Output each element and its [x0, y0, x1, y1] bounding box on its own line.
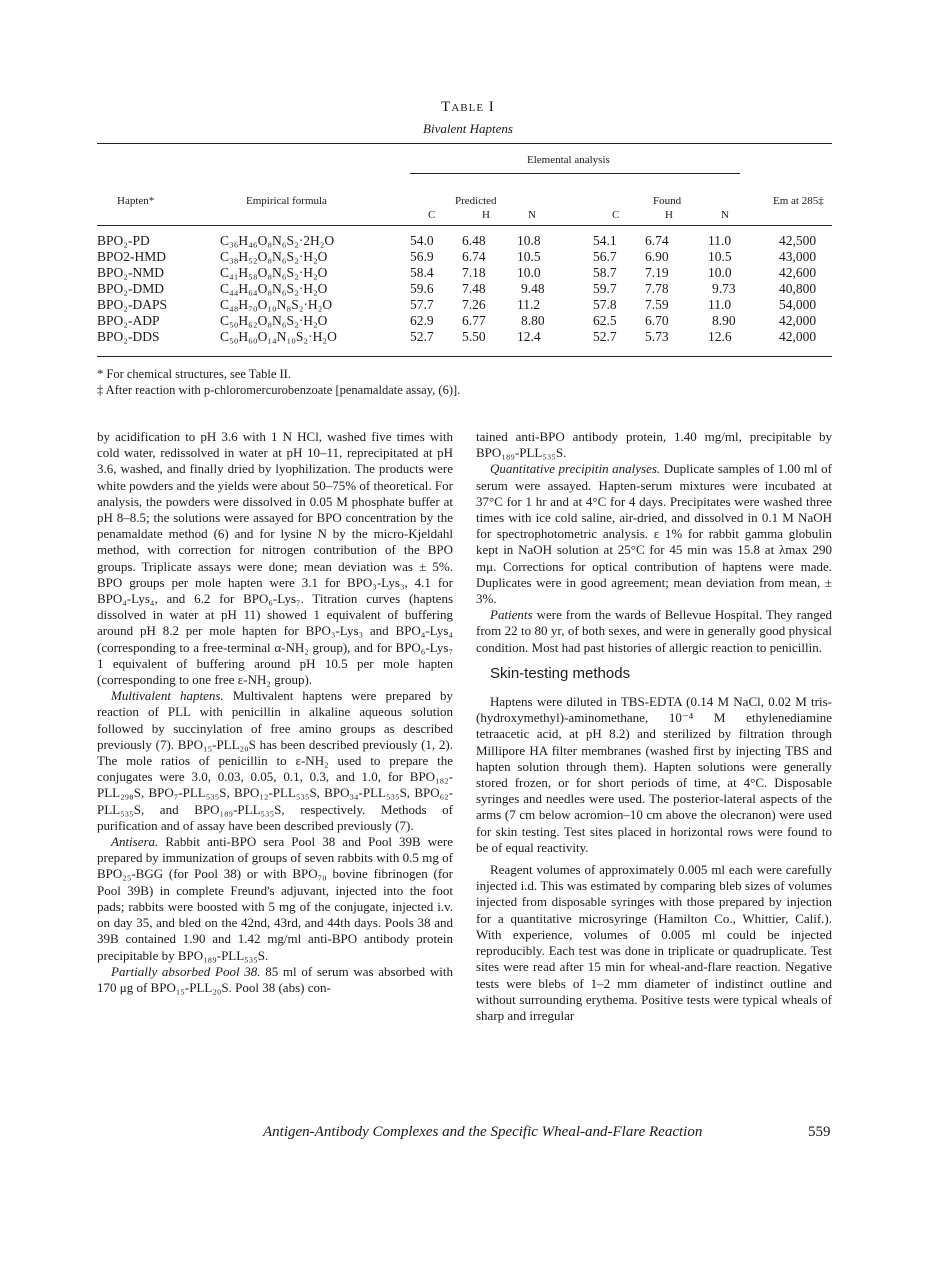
- cell-hapten: BPO₂-DAPS: [97, 297, 167, 312]
- header-em-285: Em at 285‡: [773, 195, 824, 207]
- cell-pred-n: 10.8: [517, 233, 541, 248]
- paragraph: Haptens were diluted in TBS-EDTA (0.14 M NaCl, 0.02 M tris-(hydroxymethyl)-aminomethane, 10⁻⁴ M ethylenediamine tetraacetic acid, at pH 8.2) and sterilized by filtration through Millipore HA filter membranes (washed first by injecting TBS and hapten solution through them). Hapten solutions were generally stored frozen, or for short periods of time, at 4°C. Disposable syringes and needles were used. The posterior-lateral aspects of the arms (7 cm below acromion–10 cm above the olecranon) were used for skin testing. Test sites placed in horizontal rows were found to be of equal reactivity.: [476, 694, 832, 855]
- cell-found-c: 59.7: [593, 281, 617, 296]
- cell-pred-c: 54.0: [410, 233, 434, 248]
- cell-em: 42,600: [779, 265, 817, 280]
- run-in-heading: Multivalent haptens.: [111, 688, 224, 704]
- cell-found-h: 5.73: [645, 329, 669, 344]
- header-found-n: N: [721, 209, 729, 221]
- cell-pred-c: 56.9: [410, 249, 434, 264]
- section-heading: Skin-testing methods: [490, 664, 631, 682]
- header-predicted: Predicted: [455, 195, 497, 207]
- cell-pred-h: 6.48: [462, 233, 486, 248]
- table-footnote: ‡ After reaction with p-chloromercurobenzoate [penamaldate assay, (6)].: [97, 383, 461, 397]
- cell-pred-n: 11.2: [517, 297, 541, 312]
- run-in-heading: Partially absorbed Pool 38.: [111, 963, 261, 979]
- paragraph: by acidification to pH 3.6 with 1 N HCl, washed five times with cold water, redissolved in water at pH 10–11, reprecipitated at pH 3.6, washed, and finally dried by lyophilization. The products were white powders and the yields were about 50–75% of theoretical. For analysis, the powders were dissolved in 0.05 M phosphate buffer at pH 8–8.5; the solutions were assayed for BPO concentration by the penamaldate method (6) and for lysine N by the micro-Kjeldahl method, with correction for nitrogen contribution of the BPO groups. Triplicate assays were done; mean deviation was ± 5%. BPO groups per mole hapten were 3.1 for BPO₃-Lys₃, 4.1 for BPO₄-Lys₄, and 6.2 for BPO₆-Lys₇. Titration curves (haptens dissolved in water at pH 11) showed 1 equivalent of buffering around pH 8.2 per mole hapten for BPO₃-Lys₃ and BPO₄-Lys₄ (corresponding to a free-terminal α-NH₂ group), and for BPO₆-Lys₇ 1 equivalent of buffering around pH 10.5 per mole hapten (corresponding to one free ε-NH₂ group).: [97, 429, 453, 688]
- cell-hapten: BPO₂-PD: [97, 233, 150, 248]
- paragraph: [476, 607, 832, 656]
- cell-found-c: 52.7: [593, 329, 617, 344]
- cell-found-h: 6.70: [645, 313, 669, 328]
- paragraph: [97, 688, 453, 834]
- run-in-heading: Antisera.: [111, 834, 159, 850]
- header-found-c: C: [612, 209, 620, 221]
- cell-em: 54,000: [779, 297, 817, 312]
- cell-found-c: 62.5: [593, 313, 617, 328]
- cell-found-n: 11.0: [708, 297, 732, 312]
- cell-found-h: 7.19: [645, 265, 669, 280]
- header-found: Found: [653, 195, 682, 207]
- cell-pred-c: 52.7: [410, 329, 434, 344]
- cell-found-h: 7.78: [645, 281, 669, 296]
- paragraph-text: were from the wards of Bellevue Hospital. They ranged from 22 to 80 yr, of both sexes, and were in generally good physical condition. Most had past histories of allergic reaction to penicillin.: [476, 607, 832, 655]
- cell-formula: C₅₀H₆₂O₈N₆S₂·H₂O: [220, 313, 328, 328]
- cell-formula: C₃₈H₅₂O₈N₆S₂·H₂O: [220, 249, 328, 264]
- cell-em: 42,000: [779, 313, 817, 328]
- table-footnote: * For chemical structures, see Table II.: [97, 367, 291, 381]
- cell-found-c: 58.7: [593, 265, 617, 280]
- cell-found-n: 10.5: [708, 249, 732, 264]
- cell-hapten: BPO₂-DMD: [97, 281, 164, 296]
- table-header-rule: [97, 225, 832, 226]
- cell-pred-h: 7.48: [462, 281, 486, 296]
- header-elemental-analysis: Elemental analysis: [527, 154, 610, 166]
- paragraph: tained anti-BPO antibody protein, 1.40 mg/ml, precipitable by BPO₁₈₉-PLL₅₃₅S.: [476, 429, 832, 461]
- cell-pred-n: 10.0: [517, 265, 541, 280]
- paragraph-text: Multivalent haptens were prepared by reaction of PLL with penicillin in alkaline aqueous solution followed by succinylation of free amino groups as described previously (7). BPO₁₅-PLL₂₀S has been described previously (1, 2). The mole ratios of penicillin to ε-NH₂ used to prepare the conjugates were 3.0, 0.03, 0.05, 0.1, 0.3, and 1.0, for BPO₁₈₂-PLL₂₉₈S, BPO₇-PLL₅₃₅S, BPO₁₂-PLL₅₃₅S, BPO₃₄-PLL₅₃₅S, BPO₆₂-PLL₅₃₅S, and BPO₁₈₉-PLL₅₃₅S, respectively. Methods of purification and of assay have been described previously (7).: [97, 688, 453, 833]
- cell-formula: C₄₁H₅₈O₈N₆S₂·H₂O: [220, 265, 328, 280]
- paragraph: [97, 834, 453, 964]
- cell-formula: C₅₀H₆₀O₁₄N₁₀S₂·H₂O: [220, 329, 337, 344]
- right-column: [476, 429, 832, 1024]
- cell-pred-c: 58.4: [410, 265, 434, 280]
- cell-pred-c: 57.7: [410, 297, 434, 312]
- cell-em: 43,000: [779, 249, 817, 264]
- cell-pred-n: 10.5: [517, 249, 541, 264]
- cell-found-h: 7.59: [645, 297, 669, 312]
- cell-pred-n: 12.4: [517, 329, 541, 344]
- table-bottom-rule: [97, 356, 832, 357]
- cell-hapten: BPO₂-ADP: [97, 313, 160, 328]
- cell-hapten: BPO₂-DDS: [97, 329, 160, 344]
- running-footer: Antigen-Antibody Complexes and the Specific Wheal-and-Flare Reaction: [263, 1124, 703, 1140]
- cell-em: 42,500: [779, 233, 817, 248]
- run-in-heading: Patients: [490, 607, 533, 623]
- cell-found-c: 56.7: [593, 249, 617, 264]
- cell-pred-h: 7.18: [462, 265, 486, 280]
- cell-found-c: 57.8: [593, 297, 617, 312]
- cell-hapten: BPO₂-NMD: [97, 265, 164, 280]
- paragraph-text: 85 ml of serum was absorbed with 170 μg of BPO₁₅-PLL₂₀S. Pool 38 (abs) con-: [97, 963, 453, 995]
- header-pred-h: H: [482, 209, 490, 221]
- cell-pred-n: 9.48: [521, 281, 545, 296]
- cell-em: 42,000: [779, 329, 817, 344]
- cell-pred-c: 62.9: [410, 313, 434, 328]
- table-label: Table I: [441, 99, 495, 115]
- run-in-heading: Quantitative precipitin analyses.: [490, 461, 661, 477]
- paragraph-text: Duplicate samples of 1.00 ml of serum were assayed. Hapten-serum mixtures were incubated at 37°C for 1 hr and at 4°C for 4 days. Precipitates were washed three times with ice cold saline, air-dried, and dissolved in 0.1 M NaOH for spectrophotometric analysis. ε 1% for rabbit gamma globulin kept in NaOH solution at 25°C for 45 min was 15.8 at λmax 290 mμ. Corrections for optical contribution of haptens were made. Duplicates were in good agreement; mean deviation from mean, ± 3%.: [476, 461, 832, 607]
- cell-pred-n: 8.80: [521, 313, 545, 328]
- table-top-rule: [97, 143, 832, 144]
- paragraph: [476, 461, 832, 607]
- cell-found-n: 9.73: [712, 281, 736, 296]
- cell-found-n: 12.6: [708, 329, 732, 344]
- paragraph: [97, 964, 453, 996]
- cell-hapten: BPO2-HMD: [97, 249, 167, 264]
- cell-pred-h: 5.50: [462, 329, 486, 344]
- header-pred-n: N: [528, 209, 536, 221]
- elemental-rule: [410, 173, 740, 174]
- left-column: [97, 429, 453, 996]
- cell-formula: C₄₈H₇₀O₁₀N₈S₂·H₂O: [220, 297, 333, 312]
- cell-pred-h: 6.74: [462, 249, 486, 264]
- cell-pred-h: 6.77: [462, 313, 486, 328]
- paragraph-text: Rabbit anti-BPO sera Pool 38 and Pool 39B were prepared by immunization of groups of seven rabbits with 0.5 mg of BPO₂₅-BGG (for Pool 38) or with BPO₇₀ bovine fibrinogen (for Pool 39B) in complete Freund's adjuvant, injected into the foot pads; rabbits were boosted with 5 mg of the conjugate, injected i.v. on day 35, and bled on the 42nd, 43rd, and 44th days. Pools 38 and 39B contained 1.90 and 1.42 mg/ml anti-BPO antibody protein precipitable by BPO₁₈₉-PLL₅₃₅S.: [97, 834, 453, 963]
- cell-pred-c: 59.6: [410, 281, 434, 296]
- table-subtitle: Bivalent Haptens: [423, 121, 513, 136]
- cell-found-n: 11.0: [708, 233, 732, 248]
- header-hapten: Hapten*: [117, 195, 155, 207]
- cell-found-n: 8.90: [712, 313, 736, 328]
- header-found-h: H: [665, 209, 673, 221]
- page-number: 559: [808, 1124, 831, 1140]
- cell-found-h: 6.74: [645, 233, 669, 248]
- cell-em: 40,800: [779, 281, 817, 296]
- cell-formula: C₄₄H₆₄O₈N₆S₂·H₂O: [220, 281, 328, 296]
- paragraph: Reagent volumes of approximately 0.005 ml each were carefully injected i.d. This was estimated by comparing bleb sizes of volumes injected from disposable syringes with those prepared by injection for a quantitative microsyringe (Hamilton Co., Whittier, Calif.). With experience, volumes of 0.005 ml could be injected reproducibly. Each test was done in triplicate or quadruplicate. Test sites were read after 15 min for wheal-and-flare reaction. Negative tests were blebs of 1–2 mm diameter of indistinct outline and without surrounding erythema. Positive tests were typical wheals of sharp and irregular: [476, 862, 832, 1023]
- cell-found-n: 10.0: [708, 265, 732, 280]
- cell-formula: C₃₆H₄₆O₈N₆S₂·2H₂O: [220, 233, 335, 248]
- header-pred-c: C: [428, 209, 436, 221]
- cell-pred-h: 7.26: [462, 297, 486, 312]
- header-empirical-formula: Empirical formula: [246, 195, 327, 207]
- cell-found-h: 6.90: [645, 249, 669, 264]
- cell-found-c: 54.1: [593, 233, 617, 248]
